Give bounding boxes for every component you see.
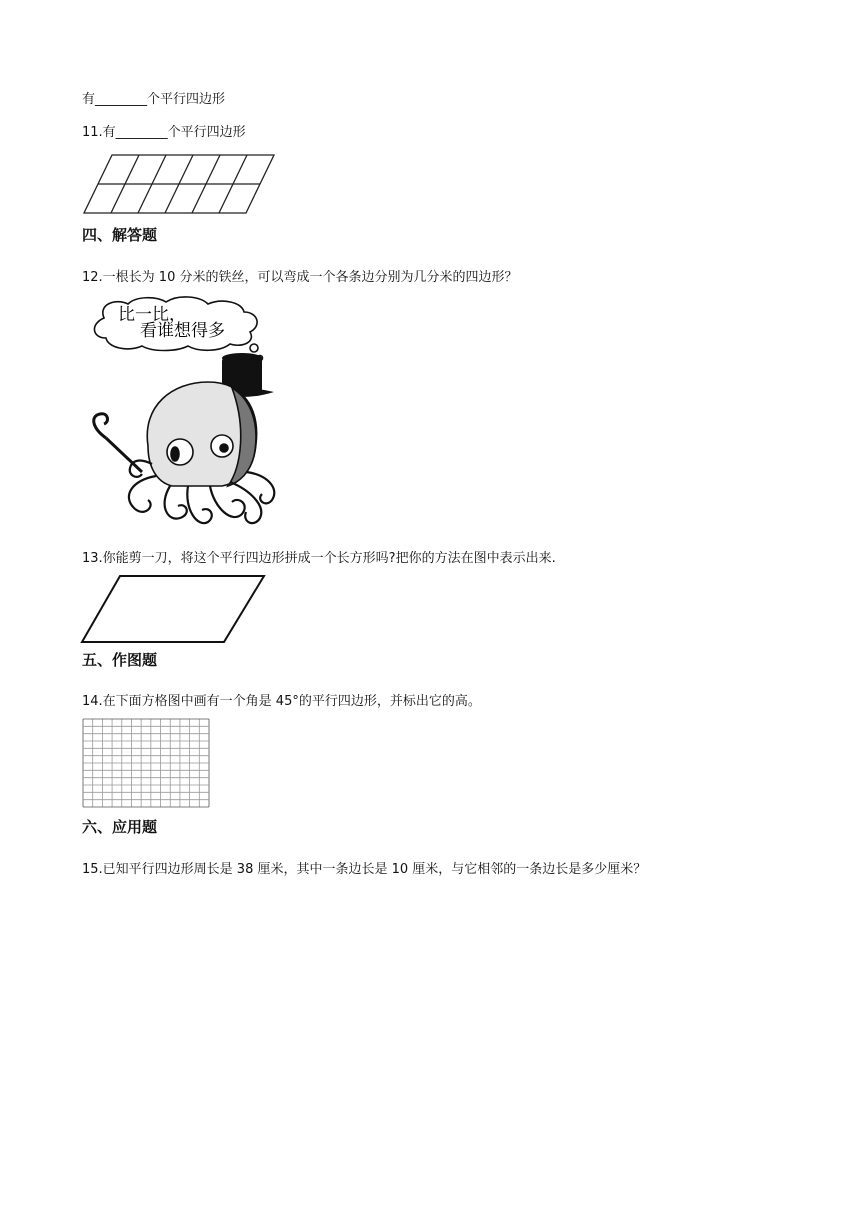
parallelogram-cut-figure [80,574,266,644]
question-13: 13.你能剪一刀，将这个平行四边形拼成一个长方形吗?把你的方法在图中表示出来. [82,551,556,566]
question-15: 15.已知平行四边形周长是 38 厘米，其中一条边长是 10 厘米，与它相邻的一条边长是多少厘米？ [82,862,647,877]
question-10-tail: 有________个平行四边形 [82,92,226,107]
question-12: 12.一根长为 10 分米的铁丝，可以弯成一个各条边分别为几分米的四边形？ [82,270,518,285]
question-11: 11.有________个平行四边形 [82,125,246,140]
speech-line-1: 比一比， [118,305,186,325]
speech-line-2: 看谁想得多 [140,321,225,341]
question-14: 14.在下面方格图中画有一个角是 45°的平行四边形，并标出它的高。 [82,694,481,709]
octopus-illustration [82,296,282,540]
parallelogram-grid-figure [82,153,276,215]
section-heading-5: 五、作图题 [82,651,158,669]
section-heading-4: 四、解答题 [82,226,158,244]
cane [94,414,142,472]
section-heading-6: 六、应用题 [82,818,158,836]
octopus [129,382,274,523]
square-grid [82,718,212,810]
